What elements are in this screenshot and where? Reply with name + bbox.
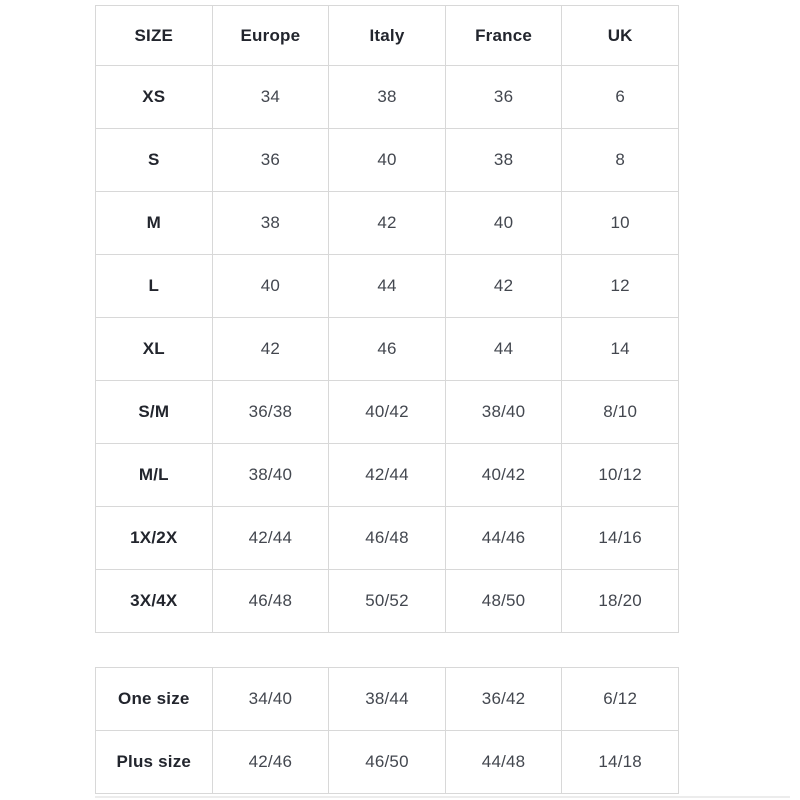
size-label-cell: XS [96,66,213,129]
size-value-cell: 42 [445,255,562,318]
table-row [96,192,679,255]
size-label-cell: 1X/2X [96,507,213,570]
size-value-cell: 14/18 [562,731,679,794]
size-value-cell: 10 [562,192,679,255]
size-value-cell: 36 [445,66,562,129]
size-value-cell: 14/16 [562,507,679,570]
size-value-cell: 44 [329,255,446,318]
size-value-cell: 38 [329,66,446,129]
size-value-cell: 42 [329,192,446,255]
size-value-cell: 12 [562,255,679,318]
size-value-cell: 40/42 [445,444,562,507]
size-value-cell: 46/48 [329,507,446,570]
size-value-cell: 44 [445,318,562,381]
column-header-italy: Italy [329,6,446,66]
column-header-uk: UK [562,6,679,66]
size-value-cell: 44/48 [445,731,562,794]
size-value-cell: 34/40 [212,668,329,731]
table-row [96,570,679,633]
size-value-cell: 46/48 [212,570,329,633]
bottom-divider [95,796,790,798]
size-value-cell: 42/44 [212,507,329,570]
table-row [96,66,679,129]
size-label-cell: 3X/4X [96,570,213,633]
size-value-cell: 10/12 [562,444,679,507]
table-row [96,381,679,444]
size-value-cell: 46 [329,318,446,381]
size-label-cell: M [96,192,213,255]
size-value-cell: 46/50 [329,731,446,794]
size-value-cell: 42/44 [329,444,446,507]
size-value-cell: 14 [562,318,679,381]
special-sizes-table [95,667,679,794]
size-value-cell: 36/38 [212,381,329,444]
size-value-cell: 18/20 [562,570,679,633]
table-row [96,444,679,507]
size-value-cell: 6 [562,66,679,129]
column-header-europe: Europe [212,6,329,66]
table-row [96,255,679,318]
table-row [96,668,679,731]
table-row [96,731,679,794]
size-value-cell: 36 [212,129,329,192]
size-label-cell: One size [96,668,213,731]
table-row [96,318,679,381]
size-value-cell: 38 [445,129,562,192]
size-value-cell: 36/42 [445,668,562,731]
table-body [96,66,679,633]
size-value-cell: 6/12 [562,668,679,731]
size-value-cell: 38/40 [212,444,329,507]
table-row [96,129,679,192]
size-value-cell: 34 [212,66,329,129]
size-label-cell: Plus size [96,731,213,794]
size-value-cell: 38 [212,192,329,255]
header-row [96,6,679,66]
size-value-cell: 8/10 [562,381,679,444]
size-value-cell: 40 [329,129,446,192]
size-label-cell: S/M [96,381,213,444]
size-chart [95,5,679,794]
special-sizes-body [96,668,679,794]
size-label-cell: L [96,255,213,318]
size-value-cell: 38/40 [445,381,562,444]
table-row [96,507,679,570]
size-label-cell: XL [96,318,213,381]
size-value-cell: 44/46 [445,507,562,570]
size-conversion-table [95,5,679,633]
size-label-cell: M/L [96,444,213,507]
size-value-cell: 38/44 [329,668,446,731]
column-header-size: SIZE [96,6,213,66]
size-value-cell: 40 [212,255,329,318]
size-value-cell: 50/52 [329,570,446,633]
size-value-cell: 40 [445,192,562,255]
size-value-cell: 42 [212,318,329,381]
size-value-cell: 40/42 [329,381,446,444]
size-label-cell: S [96,129,213,192]
table-header [96,6,679,66]
size-value-cell: 48/50 [445,570,562,633]
size-value-cell: 8 [562,129,679,192]
column-header-france: France [445,6,562,66]
size-value-cell: 42/46 [212,731,329,794]
